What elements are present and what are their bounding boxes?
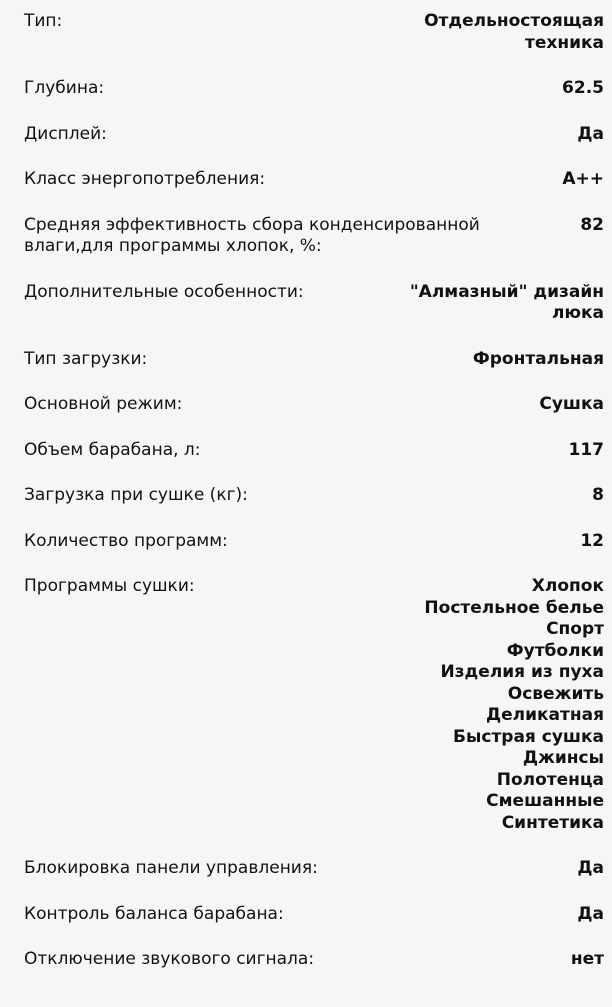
spec-row-drum-volume bbox=[24, 440, 604, 462]
spec-value: A++ bbox=[562, 169, 604, 189]
program-item: Деликатная bbox=[485, 705, 604, 725]
spec-row-drum-balance bbox=[24, 904, 604, 926]
spec-value: 12 bbox=[580, 530, 604, 551]
spec-value: Отдельностоящая техника bbox=[424, 11, 604, 53]
spec-value: 62.5 bbox=[562, 78, 604, 98]
program-item: Хлопок bbox=[531, 576, 604, 596]
spec-row-energy-class bbox=[24, 169, 604, 191]
spec-label: Средняя эффективность сбора конденсированной влаги,для программы хлопок, %: bbox=[24, 214, 480, 256]
spec-label: Тип: bbox=[24, 11, 63, 31]
spec-row-type bbox=[24, 11, 604, 54]
spec-row-condensation-efficiency bbox=[24, 215, 604, 258]
program-item: Футболки bbox=[506, 640, 604, 661]
spec-value: Да bbox=[577, 123, 604, 144]
spec-value: Да bbox=[577, 903, 604, 924]
spec-value: 82 bbox=[580, 214, 604, 235]
program-item: Полотенца bbox=[496, 769, 604, 790]
spec-label: Отключение звукового сигнала: bbox=[24, 949, 315, 969]
spec-label: Класс энергопотребления: bbox=[24, 169, 266, 189]
spec-label: Загрузка при сушке (кг): bbox=[24, 485, 248, 505]
spec-value: "Алмазный" дизайн люка bbox=[409, 281, 604, 323]
spec-value: Сушка bbox=[539, 394, 604, 414]
spec-label: Программы сушки: bbox=[24, 576, 195, 596]
spec-row-drying-programs bbox=[24, 576, 604, 834]
program-item: Синтетика bbox=[501, 812, 604, 833]
spec-row-program-count bbox=[24, 531, 604, 553]
spec-label: Глубина: bbox=[24, 78, 105, 98]
program-item: Смешанные bbox=[486, 791, 604, 811]
program-item: Спорт bbox=[546, 619, 604, 639]
spec-label: Дисплей: bbox=[24, 123, 107, 144]
spec-row-extra-features bbox=[24, 282, 604, 325]
program-item: Джинсы bbox=[522, 748, 604, 768]
program-item: Освежить bbox=[507, 683, 604, 704]
spec-value: Фронтальная bbox=[472, 348, 604, 369]
spec-label: Объем барабана, л: bbox=[24, 439, 201, 460]
spec-row-display bbox=[24, 124, 604, 146]
spec-row-sound-off bbox=[24, 949, 604, 971]
spec-label: Контроль баланса барабана: bbox=[24, 903, 284, 924]
spec-label: Основной режим: bbox=[24, 394, 183, 414]
program-item: Постельное белье bbox=[424, 597, 604, 618]
spec-label: Дополнительные особенности: bbox=[24, 281, 304, 302]
spec-label: Количество программ: bbox=[24, 530, 228, 551]
spec-value: 8 bbox=[592, 485, 604, 505]
spec-value: нет bbox=[570, 949, 604, 969]
spec-row-panel-lock bbox=[24, 858, 604, 880]
spec-row-drying-load bbox=[24, 485, 604, 507]
spec-row-load-type bbox=[24, 349, 604, 371]
program-item: Изделия из пуха bbox=[440, 662, 604, 682]
program-list bbox=[424, 576, 604, 834]
spec-label: Тип загрузки: bbox=[24, 348, 148, 369]
spec-label: Блокировка панели управления: bbox=[24, 858, 318, 878]
spec-row-main-mode bbox=[24, 394, 604, 416]
spec-value: Да bbox=[577, 858, 604, 878]
spec-row-depth bbox=[24, 78, 604, 100]
program-item: Быстрая сушка bbox=[453, 726, 604, 747]
spec-value: 117 bbox=[568, 439, 604, 460]
